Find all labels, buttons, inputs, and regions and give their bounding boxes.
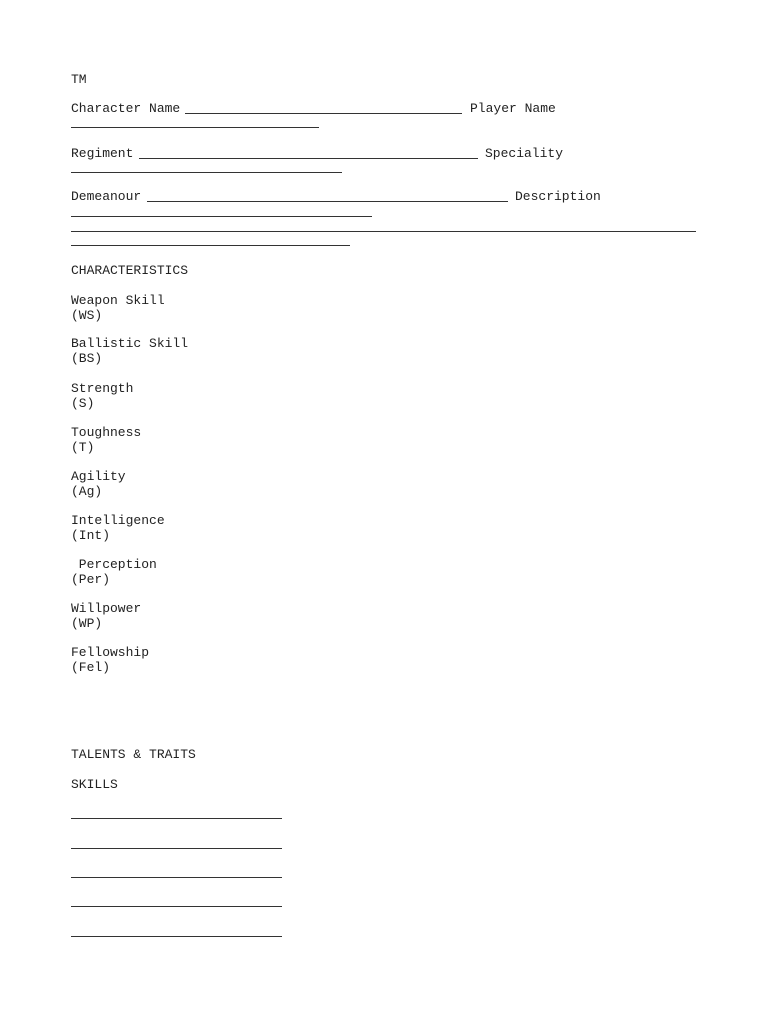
characteristics-heading: CHARACTERISTICS [71,263,189,278]
talents-traits-heading: TALENTS & TRAITS [71,747,196,762]
characteristic-name: Ballistic Skill [71,336,189,351]
characteristic-name: Agility [71,469,126,484]
characteristic-abbr: (BS) [71,351,103,366]
characteristic-abbr: (Fel) [71,660,111,675]
characteristic-name: Willpower [71,601,142,616]
description-field-line-2[interactable] [71,231,696,232]
demeanour-label: Demeanour [71,189,142,204]
characteristic-abbr: (Ag) [71,484,103,499]
character-name-field[interactable] [185,113,462,114]
regiment-field[interactable] [139,158,478,159]
skill-field-3[interactable] [71,877,282,878]
characteristic-name: Strength [71,381,134,396]
characteristic-abbr: (Int) [71,528,111,543]
regiment-label: Regiment [71,146,134,161]
skill-field-4[interactable] [71,906,282,907]
characteristic-name: Intelligence [71,513,165,528]
player-name-label: Player Name [470,101,556,116]
characteristic-abbr: (S) [71,396,95,411]
skill-field-1[interactable] [71,818,282,819]
characteristic-name: Fellowship [71,645,150,660]
characteristic-abbr: (WS) [71,308,103,323]
description-field-line-1[interactable] [71,216,372,217]
skill-field-5[interactable] [71,936,282,937]
character-name-label: Character Name [71,101,181,116]
characteristic-abbr: (Per) [71,572,111,587]
description-label: Description [515,189,601,204]
speciality-field[interactable] [71,172,342,173]
trademark-label: TM [71,72,87,87]
characteristic-abbr: (WP) [71,616,103,631]
skill-field-2[interactable] [71,848,282,849]
skills-heading: SKILLS [71,777,118,792]
speciality-label: Speciality [485,146,564,161]
characteristic-name: Weapon Skill [71,293,165,308]
characteristic-abbr: (T) [71,440,95,455]
characteristic-name: Perception [71,557,157,572]
characteristic-name: Toughness [71,425,142,440]
demeanour-field[interactable] [147,201,508,202]
description-field-line-3[interactable] [71,245,350,246]
player-name-field[interactable] [71,127,319,128]
